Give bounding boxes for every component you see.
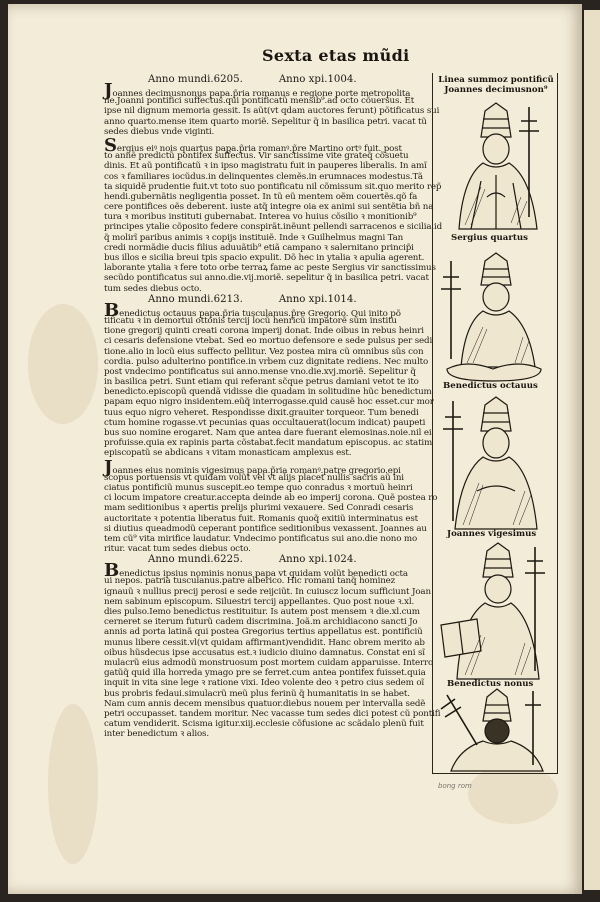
text-line: Benedictus ipsius nominis nonus papa vt quidam volũt benedicti octa [104,560,408,582]
text-line: mam seditionibus ꝛ apertis prelijs plurimi vexauere. Sed Conradi cesaris [104,503,414,514]
text-line: gatũq̃ quid illa horreda ymago pre se ferret.cum antea pontifex fuisset.quia [104,668,426,679]
adjacent-page-edge [584,10,600,890]
text-line: secũdo pontificatus sui anno.die.vij.moriẽ. sepelitur q̃ in basilica petri. vacat [104,273,429,284]
text-line: Joannes eius nominis vigesimus papa.p̃ria romanꝰ.patre gregorio.epi [104,456,401,478]
pope-caption: Benedictus nonus [447,679,534,689]
text-line: nem sabinum episcopum. Siluestri tercij appellantes. Quo post noue ꝛ.xl. [104,596,415,607]
text-line: mulacrũ eius admodũ monstruosum post mortem cuidam apparuisse. Interro [104,657,434,668]
text-line: episcopatũ se abdicans ꝛ vitam monasticam amplexus est. [104,448,352,459]
text-line: inquit in vita sine lege ꝛ ratione vixi. Ideo volente deo ꝛ petro cius sedem oĩ [104,678,425,689]
text-line: Sergius eiꝰ nois quartus papa.p̃ria romanꝰ.p̃re Martino ortꝰ fuit. post [104,134,402,156]
text-line: cordia. pulso adulterino pontifice.in vrbem cuz dignitate rediens. Nec multo [104,356,429,367]
text-line: anno quarto.mense item quarto moriẽ. Sepelitur q̃ in basilica petri. vacat tũ [104,116,427,127]
text-line: tione gregorij quinti creati corona imperij donat. Inde oibus in rebus heinri [104,326,424,337]
pope-woodcut-sergius [437,247,551,383]
running-header: Sexta etas mũdi [262,46,410,65]
text-line: tione.alio in locũ eius suffecto pellitur. Vez postea mira cũ omnibus sũs con [104,346,424,357]
text-line: tum sedes diebus octo. [104,283,202,294]
text-line: scopus portuensis vt quidam volũt vel vt alijs placet nullis sacris aũ ini [104,472,404,483]
pope-woodcut-benedictus-viii [437,391,551,531]
text-line: ritur. vacat tum sedes diebus octo. [104,544,251,555]
year-heading: Anno mundi.6213. Anno xpi.1014. [148,293,357,305]
page-stain [28,304,98,424]
text-line: si diutius queadmodũ ceperant pontifice seditionibus vexassent. Joannes au [104,523,427,534]
text-line: to annẽ predictũ pontifex suffectus. Vir sanctissime vite grateq̃ cõsuetu [104,151,409,162]
main-text-column [104,74,443,740]
pope-caption: Sergius quartus [451,233,528,243]
text-line: Joannes decimusnonus papa.p̃ria romanus e regione porte metropolita [104,80,411,101]
page-stain [48,704,98,864]
text-line: ne.Joanni pontifici suffectus.qui pontificatũ mensib⁹.ad octo cõuersus. Et [104,96,415,107]
text-line: q̃ molirĩ paribus animis ꝛ copijs instituiẽ. Inde ꝛ Guilhelmus magni Tan [104,232,404,243]
text-line: papam equo nigro insidentem.eũq̃ interrogasse.quid causẽ hoc esset.cur mor [104,397,434,408]
text-line: dinis. Et aũ pontificatũ ꝛ in ipso magistratu fuit in pauperes liberalis. In amĩ [104,161,427,172]
entry-joannes-xix [104,80,440,137]
pope-caption: Benedictus octauus [443,381,538,391]
entry-sergius-iv [104,134,443,294]
text-line: bus illos e sicilia breui tpis spacio expulit. Dõ hec in ytalia ꝛ apulia agerent. [104,253,425,263]
text-line: cere pontifices oẽs deberent. iuste atq̃ integre oia ex animi sui sentẽtia bñ na [104,202,434,213]
column-title: Linea summoz pontificũ Joannes decimusnon⁹ [438,75,554,95]
pope-lineage-column [432,73,558,774]
text-line: dies pulso.Iemo benedictus restituitur. Is autem post mensem ꝛ die.xl.cum [104,607,420,617]
text-line: credi normãdie ducis filius aduuãtib⁹ etiã campano ꝛ salernitano princip̃i [104,242,414,253]
text-line: tura ꝛ moribus instituti gubernabat. Interea vo huius cõsilio ꝛ monitionib⁹ [104,212,417,223]
year-heading: Anno mundi.6225. Anno xpi.1024. [148,554,357,566]
text-line: ci cesaris defensione vtebat. Sed eo mortuo defensore e sede pulsus per sedi [104,336,433,347]
text-line: ignauũ ꝛ nullius precij perosi e sede reijciũt. In cuiuscz locum sufficiunt Joan [104,586,431,597]
text-line: in basilica petri. Sunt etiam qui referant sc̃que petrus damiani vetot te ito [104,377,419,388]
text-line: ta siquidẽ prudentie fuit.vt toto suo pontificatu nil cõmissum sit.quo merito rep̃ [104,181,442,192]
text-line: post vndecimo pontificatus sui anno.mense vno.die.xvj.moriẽ. Sepelitur q̃ [104,366,416,377]
text-line: ci locum impatore creatur.accepta deinde ab eo imperij corona. Quẽ postea ro [104,493,438,504]
text-line: sedes diebus vnde viginti. [104,126,215,137]
text-line: tuus equo nigro veheret. Respondisse dixit.grauiter torqueor. Tum benedi [104,407,419,418]
text-line: Benedictus octauus papa.p̃ria tusculanus.p̃re Gregorio. Qui inito põ [104,299,401,321]
text-line: cerneret se iterum futurũ cadem discrimina. Joã.m archidiacono sancti Jo [104,617,418,628]
text-line: catum vendiderit. Scisma igitur.xiij.ecclesie cõfusione ac scãdalo plenũ fuit [104,719,424,730]
text-line: ciatus pontificiũ munus suscepit.eo tempe quo conradus ꝛ mortuũ heinri [104,482,413,493]
year-heading: Anno mundi.6205. Anno xpi.1004. [148,74,357,85]
text-line: ui nepos. patria tusculanus.patre alberico. Hic romani tanq̃ hominez [104,576,396,587]
text-line: ctum homine rogasse.vt pecunias quas occultauerat(locum indicat) paupeti [104,417,426,428]
text-line: laborante ytalia ꝛ fere toto orbe terraꝝ fame ac peste Sergius vir sanctissimus [104,263,436,274]
marginal-pencil-note: bong rom [438,782,472,790]
pope-caption: Joannes vigesimus [447,529,537,539]
text-line: bus probris fedaui.simulacrũ meũ plus ferinũ q̃ humanitatis in se habet. [104,688,410,699]
text-line: petri occupasset. tandem moritur. Nec vacasse tum sedes dici potest cũ pontifi [104,708,441,719]
text-line: bus suo nomine erogaret. Nam que antea dare fuerant elemosinas.noie.nil ei [104,428,432,438]
text-line: profuisse.quia ex rapinis parta cõstabat.fecit mandatum episcopus. ac statim [104,438,433,449]
text-line: annis ad porta latinã qui postea Gregorius tertius appellatus est. pontificiũ [104,627,423,638]
text-line: Nam cum annis decem mensibus quatuor.diebus nouem per intervalla sedẽ [104,698,426,709]
pope-woodcut-joannes-xx [435,539,553,681]
text-line: benedicto.episcopũ quendã vidisse die quadam in solitudine hũc benedictum [104,387,432,398]
entry-joannes-xx [104,456,438,555]
text-line: principes ytalie cõposito federe conspirãt.inẽunt pellendi sarracenos e sicilia.id [104,222,443,233]
text-line: auctoritate ꝛ potentia liberatus fuit. Romanis quoq̃ exitiũ interminatus est [104,513,419,524]
text-line: oibus hũsdecus ipse accusatus est.ꝛ iudicio diuino damnatus. Constat eni sĩ [104,647,425,658]
text-line: munus libere cessit.vl(vt quidam affirmant)vendidit. Hanc obrem merito ab [104,637,425,648]
pope-woodcut-joannes [441,97,551,231]
text-line: tem cũ⁹ vita mirifice laudatur. Vndecimo pontificatus sui ano.die nono mo [104,533,418,544]
text-line: hendi.gubernãtis negligentia posset. In tũ eũ mentem oẽm couertẽs.qõ fa [104,191,418,202]
text-line: cos ꝛ familiares iocũdus.in delinquentes clemẽs.in erumnaces modestus.Tã [104,171,423,182]
text-line: ipse nil dignum memoria gessit. Is aũt(vt qdam auctores ferunt) põtificatus sui [104,106,440,117]
text-line: tificatu ꝛ in demortui ottonis tercij locũ henricũ impatorẽ sũm institu [104,315,397,326]
pope-woodcut-benedictus-ix [437,685,553,771]
text-line: inter benedictum ꝛ alios. [104,729,209,740]
